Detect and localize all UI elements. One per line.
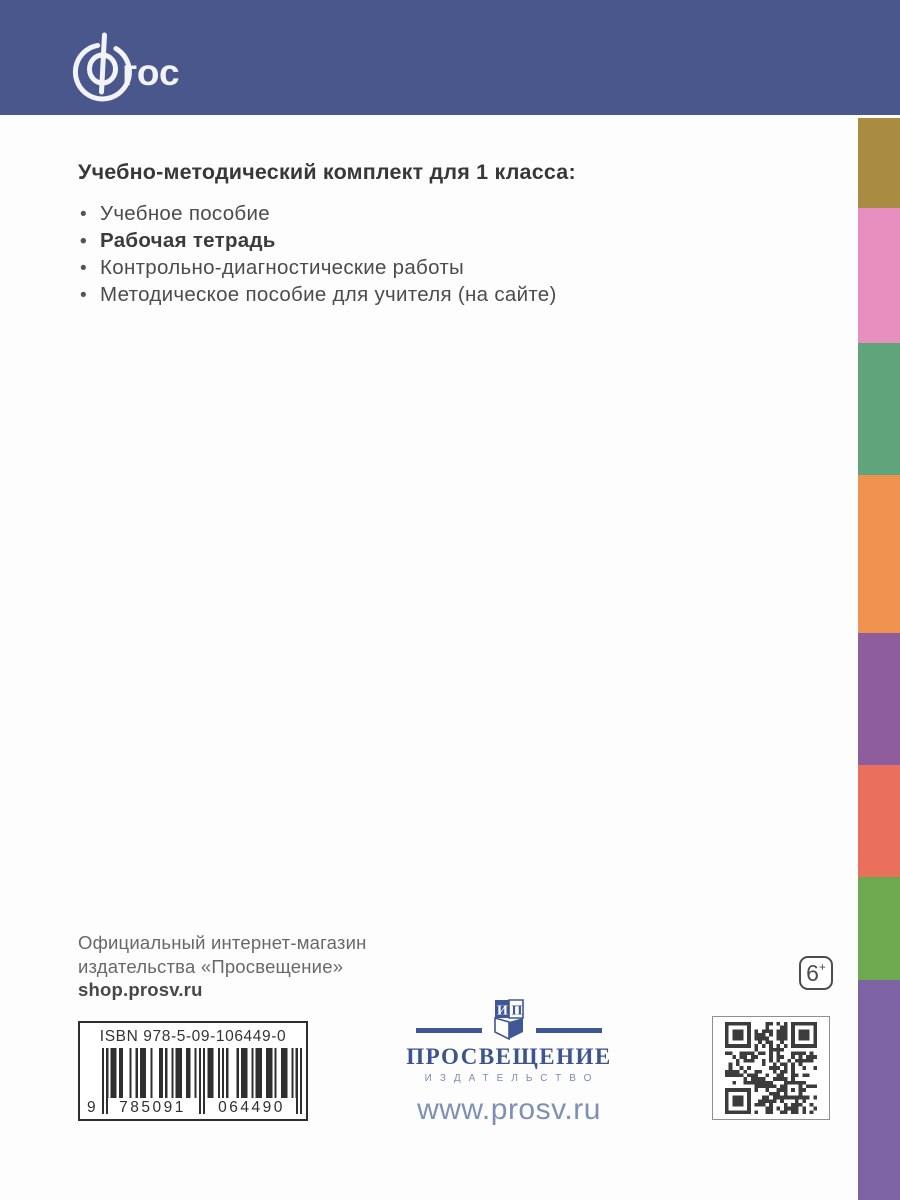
stripe-segment [858,633,900,765]
stripe-segment [858,475,900,633]
kit-item-label: Методическое пособие для учителя (на сайте) [100,283,557,306]
barcode-digits-right: 064490 [207,1098,296,1117]
publisher-website: www.prosv.ru [417,1093,601,1126]
age-plus: + [818,960,826,974]
fgos-logo-text: гос [122,52,180,93]
publisher-name: ПРОСВЕЩЕНИЕ [406,1044,612,1069]
barcode-digits-left: 785091 [108,1098,197,1117]
publisher-subtitle: ИЗДАТЕЛЬСТВО [424,1073,600,1084]
kit-item-label: Учебное пособие [100,202,270,225]
kit-heading: Учебно-методический комплект для 1 класса: [78,160,576,184]
stripe-segment [858,118,900,208]
isbn-label: ISBN 978-5-09-106449-0 [99,1028,287,1045]
bullet-icon: • [80,231,87,252]
kit-item [80,256,680,283]
publisher-logo [399,998,619,1127]
isbn-barcode [78,1021,308,1121]
qr-code [712,1016,830,1120]
shop-info [78,931,367,1002]
stripe-segment [858,980,900,1200]
publisher-emblem-row [399,998,619,1040]
bullet-icon: • [80,258,87,279]
right-rule [536,1028,602,1033]
kit-item-label: Контрольно-диагностические работы [100,256,465,279]
stripe-segment [858,343,900,475]
stripe-segment [858,208,900,343]
bullet-icon: • [80,204,87,225]
kit-list [80,202,680,310]
publisher-emblem-icon [491,998,527,1040]
color-stripes [858,118,900,1200]
barcode-digit-first: 9 [87,1099,96,1116]
shop-url: shop.prosv.ru [78,979,203,1000]
emblem-letter-p: П [511,1003,523,1019]
bullet-icon: • [80,285,87,306]
shop-line2: издательства «Просвещение» [78,955,344,977]
age-number: 6 [806,959,819,986]
kit-item [80,283,680,310]
stripe-segment [858,765,900,877]
stripe-segment [858,877,900,980]
kit-item [80,202,680,229]
kit-item-current [80,229,680,256]
left-rule [416,1028,482,1033]
kit-item-label: Рабочая тетрадь [100,229,276,252]
header-band [0,0,900,115]
fgos-logo-icon [72,28,192,106]
emblem-letter-i: И [497,1003,508,1019]
age-rating-badge [799,956,833,990]
qr-code-icon [725,1022,817,1114]
shop-line1: Официальный интернет-магазин [78,932,367,953]
